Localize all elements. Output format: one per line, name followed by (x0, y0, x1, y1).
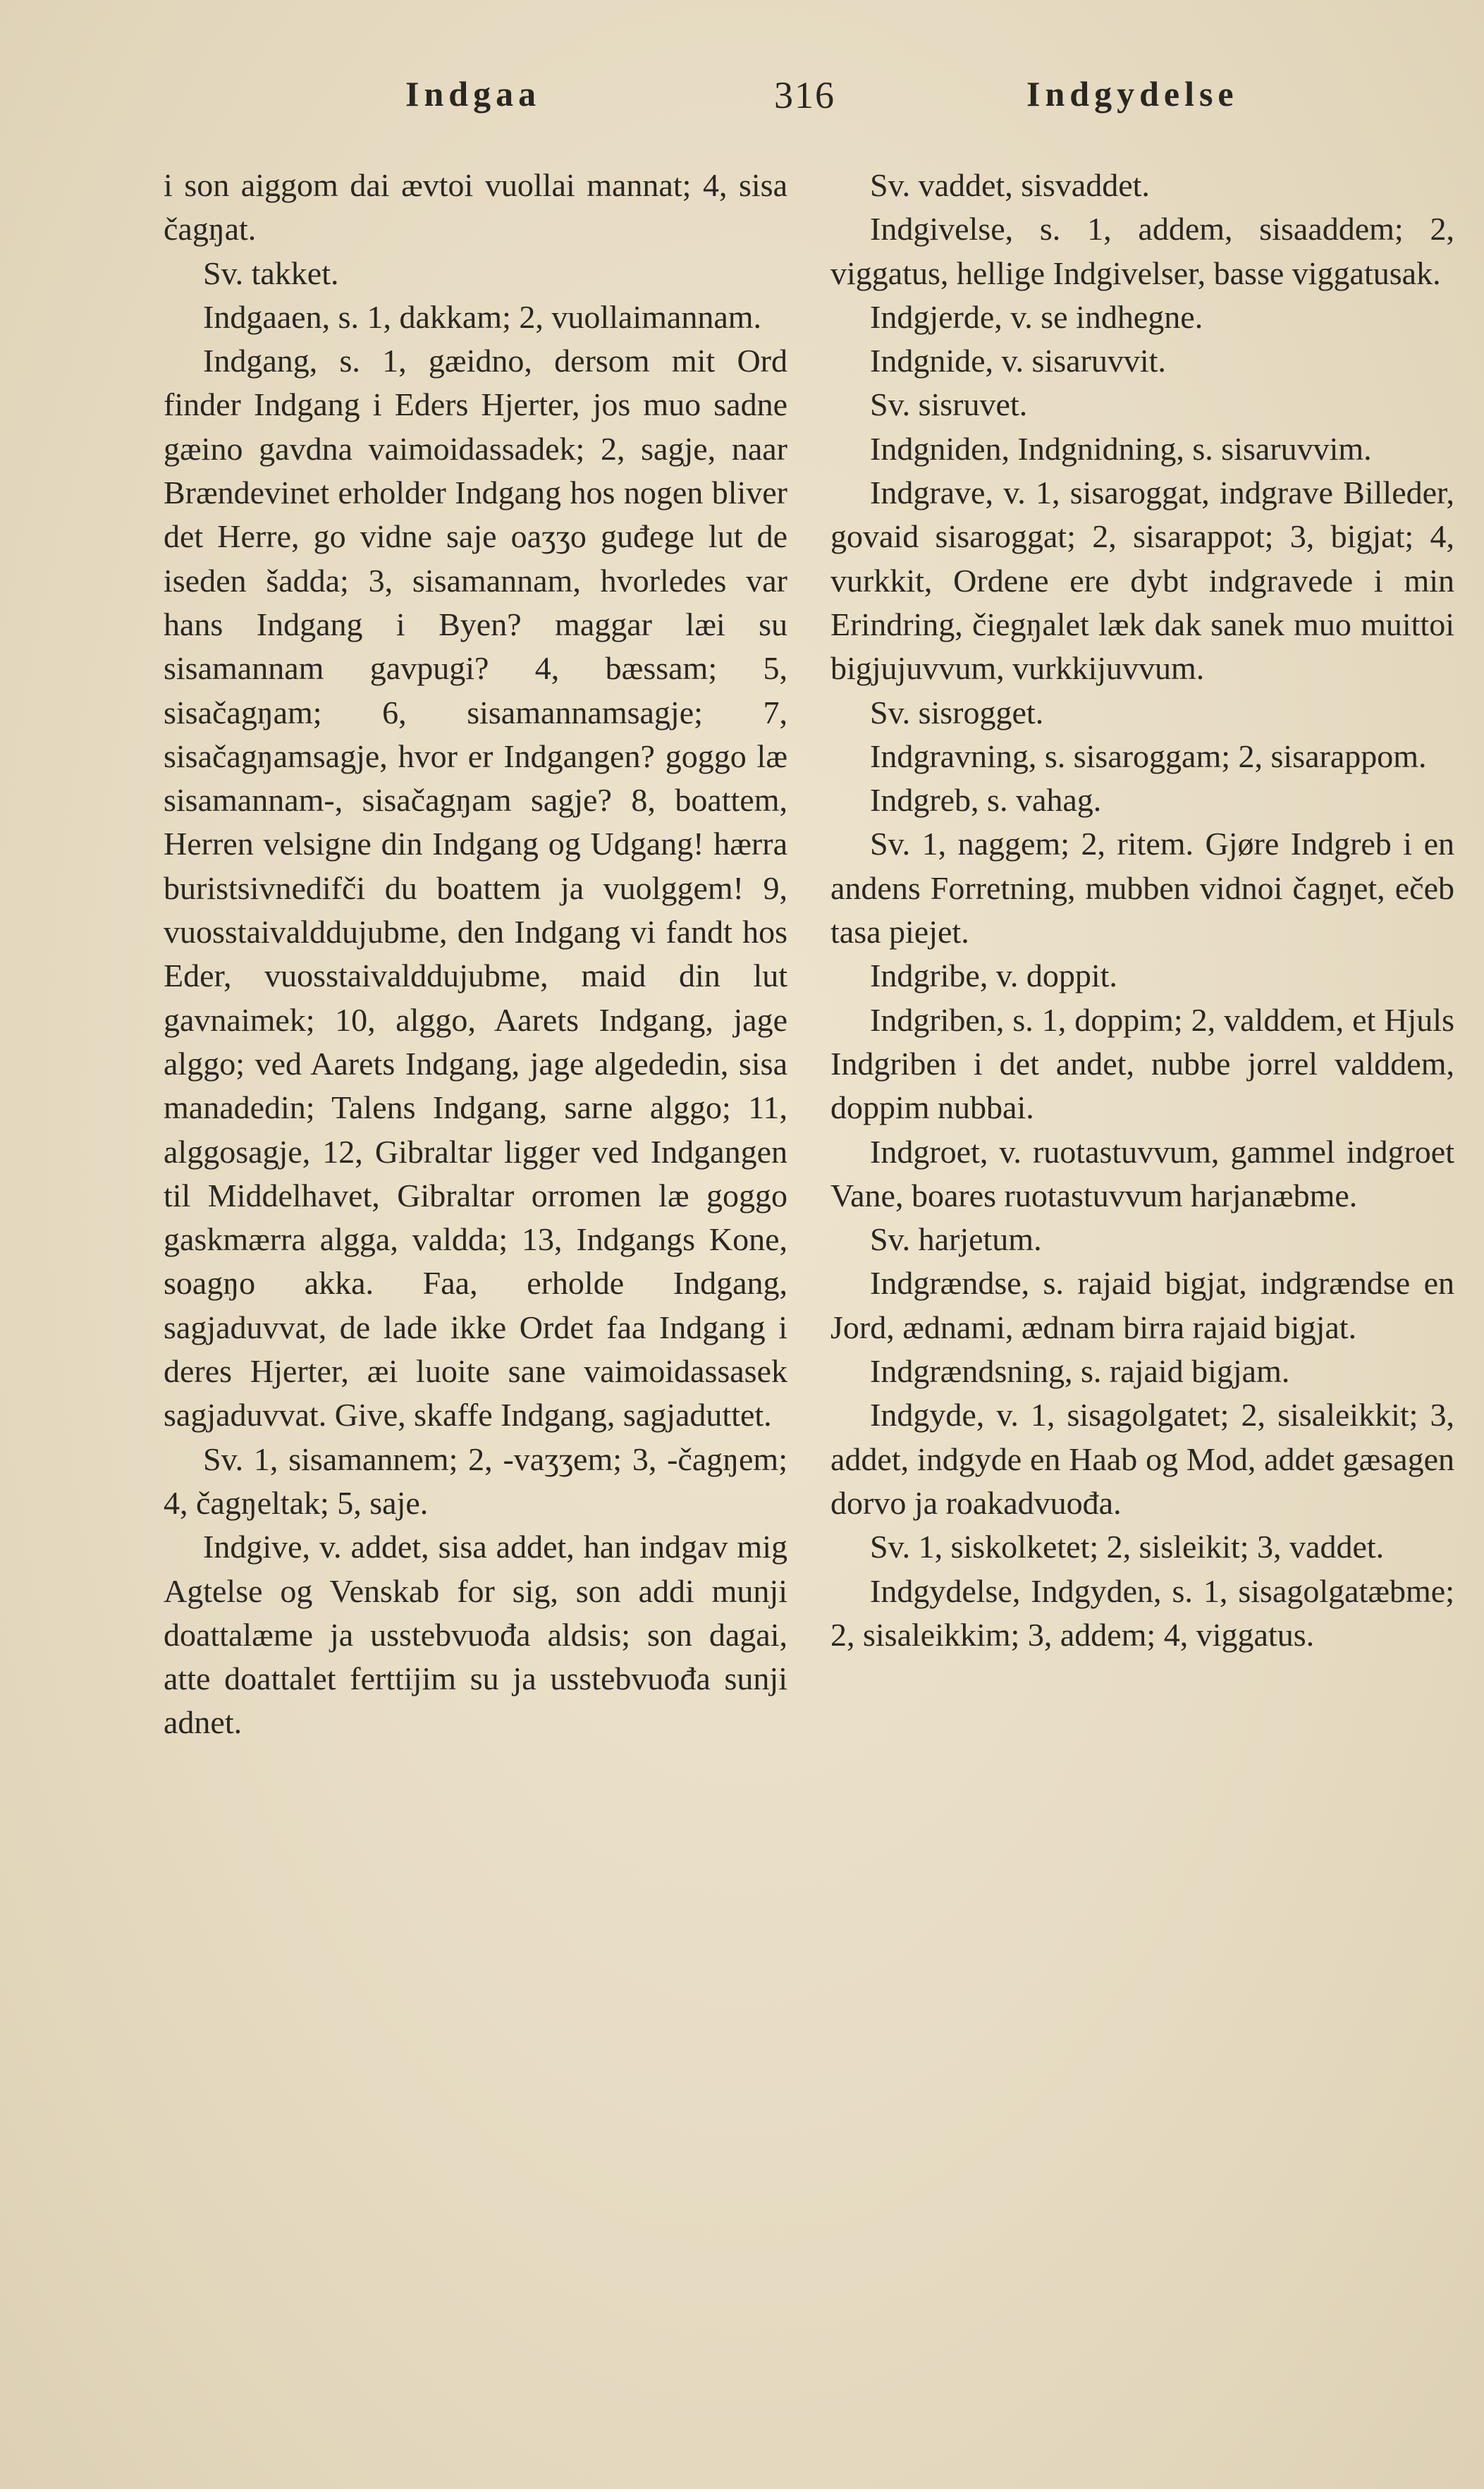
entry-indgrave: Indgrave, v. 1, sisaroggat, indgrave Billeder, govaid sisaroggat; 2, sisarappot; 3, bigjat; 4, vurkkit, Ordene ere dybt indgravede i min Erindring, čiegŋalet læk dak sanek muo muittoi bigjujuvvum, vurkkijuvvum. (830, 475, 1454, 687)
right-column (830, 164, 1454, 1657)
left-column (164, 164, 787, 1745)
entry-sv-line: Sv. 1, sisamannem; 2, -vaʒʒem; 3, -čagŋem; 4, čagŋeltak; 5, saje. (164, 1441, 787, 1521)
entry-indgroet: Indgroet, v. ruotastuvvum, gammel indgroet Vane, boares ruotastuvvum harjanæbme. (830, 1133, 1454, 1213)
entry-sv-line: Sv. sisrogget. (870, 694, 1044, 730)
page-number: 316 (774, 74, 835, 116)
header-left-guideword: Indgaa (405, 74, 541, 114)
entry-indgyde: Indgyde, v. 1, sisagolgatet; 2, sisaleikkit; 3, addet, indgyde en Haab og Mod, addet gæsagen dorvo ja roakadvuođa. (830, 1397, 1454, 1521)
entry-indgraendse: Indgrændse, s. rajaid bigjat, indgrændse en Jord, ædnami, ædnam birra rajaid bigjat. (830, 1265, 1454, 1345)
entry-indgriben: Indgriben, s. 1, doppim; 2, valddem, et Hjuls Indgriben i det andet, nubbe jorrel valddem, doppim nubbai. (830, 1001, 1454, 1126)
entry-continuation: i son aiggom dai ævtoi vuollai mannat; 4, sisa čagŋat. (164, 167, 787, 247)
entry-indgravning: Indgravning, s. sisaroggam; 2, sisarappom. (870, 738, 1427, 774)
entry-indgive: Indgive, v. addet, sisa addet, han indgav mig Agtelse og Venskab for sig, son addi munji doattalæme ja usstebvuođa aldsis; son dagai, atte doattalet ferttijim su ja usstebvuođa sunji adnet. (164, 1529, 787, 1741)
header-right-guideword: Indgydelse (1026, 74, 1239, 114)
entry-sv-line: Sv. 1, siskolketet; 2, sisleikit; 3, vaddet. (870, 1529, 1385, 1565)
entry-sv-line: Sv. vaddet, sisvaddet. (870, 167, 1150, 203)
entry-indgraendsning: Indgrændsning, s. rajaid bigjam. (870, 1353, 1290, 1390)
entry-sv-line: Sv. 1, naggem; 2, ritem. Gjøre Indgreb i en andens Forretning, mubben vidnoi čagŋet, ečeb tasa piejet. (830, 826, 1454, 950)
entry-indgaaen: Indgaaen, s. 1, dakkam; 2, vuollaimannam. (203, 298, 762, 335)
entry-indgniden: Indgniden, Indgnidning, s. sisaruvvim. (870, 430, 1372, 467)
entry-indgivelse: Indgivelse, s. 1, addem, sisaaddem; 2, viggatus, hellige Indgivelser, basse viggatusak. (830, 211, 1454, 291)
entry-indgribe: Indgribe, v. doppit. (870, 958, 1117, 994)
entry-indgnide: Indgnide, v. sisaruvvit. (870, 343, 1166, 379)
entry-sv-line: Sv. sisruvet. (870, 386, 1028, 423)
entry-sv-line: Sv. harjetum. (870, 1221, 1042, 1258)
running-header (0, 73, 1484, 137)
entry-indgang: Indgang, s. 1, gæidno, dersom mit Ord finder Indgang i Eders Hjerter, jos muo sadne gæino gavdna vaimoidassadek; 2, sagje, naar Brændevinet erholder Indgang hos nogen bliver det Herre, go vidne saje oaʒʒo guđege lut de iseden šadda; 3, sisamannam, hvorledes var hans Indgang i Byen? maggar læi su sisamannam gavpugi? 4, bæssam; 5, sisačagŋam; 6, sisamannamsagje; 7, sisačagŋamsagje, hvor er Indgangen? goggo læ sisamannam-, sisačagŋam sagje? 8, boattem, Herren velsigne din Indgang og Udgang! hærra buristsivnedifči du boattem ja vuolggem! 9, vuosstaivalddujubme, den Indgang vi fandt hos Eder, vuosstaivalddujubme, maid din lut gavnaimek; 10, alggo, Aarets Indgang, jage alggo; ved Aarets Indgang, jage algededin, sisa manadedin; Talens Indgang, sarne alggo; 11, alggosagje, 12, Gibraltar ligger ved Indgangen til Middelhavet, Gibraltar orromen læ goggo gaskmærra algga, valdda; 13, Indgangs Kone, soagŋo akka. Faa, erholde Indgang, sagjaduvvat, de lade ikke Ordet faa Indgang i deres Hjerter, æi luoite sane vaimoidassasek sagjaduvvat. Give, skaffe Indgang, sagjaduttet. (164, 343, 787, 1433)
entry-indgreb: Indgreb, s. vahag. (870, 782, 1102, 819)
entry-indgydelse: Indgydelse, Indgyden, s. 1, sisagolgatæbme; 2, sisaleikkim; 3, addem; 4, viggatus. (830, 1572, 1454, 1653)
entry-sv-line: Sv. takket. (203, 255, 339, 291)
entry-indgjerde: Indgjerde, v. se indhegne. (870, 298, 1203, 335)
